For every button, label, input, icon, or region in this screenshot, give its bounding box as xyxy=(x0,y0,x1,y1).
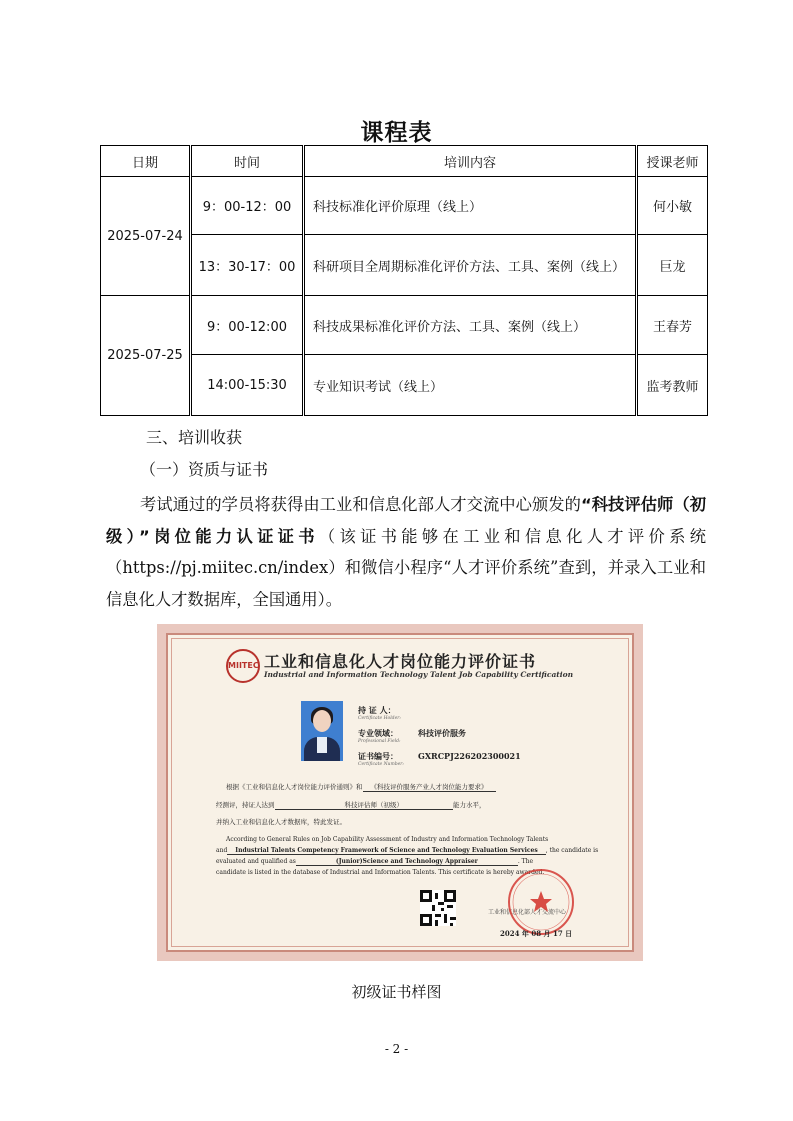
field-value: 科技评价服务 xyxy=(418,728,466,738)
cn-line-2c: 能力水平， xyxy=(453,801,486,809)
image-caption: 初级证书样图 xyxy=(351,983,442,1001)
en-line-1: According to General Rules on Job Capability Assessment of Industry and Information Technology Talents xyxy=(226,836,549,843)
time-cell: 9：00-12：00 xyxy=(191,177,304,235)
en-line-2b: Industrial Talents Competency Framework of Science and Technology Evaluation Services xyxy=(227,847,545,855)
content-cell: 科技成果标准化评价方法、工具、案例（线上） xyxy=(304,296,637,355)
certificate-paragraph xyxy=(106,489,706,615)
section-heading: 三、培训收获 xyxy=(146,428,243,447)
header-content: 培训内容 xyxy=(304,146,637,177)
certificate-title: 工业和信息化人才岗位能力评价证书 xyxy=(264,652,537,671)
en-line-2a: and xyxy=(216,847,228,854)
paragraph-rest: （该证书能够在工业和信息化人才评价系统（https://pj.miitec.cn/index）和微信小程序“人才评价系统”查到，并录入工业和信息化人才数据库，全国通用）。 xyxy=(106,526,706,609)
en-line-3a: evaluated and qualified as xyxy=(216,858,296,865)
cn-line-3: 并纳入工业和信息化人才数据库，特此发证。 xyxy=(216,818,346,826)
holder-sub: Certificate Holder: xyxy=(358,716,401,721)
issue-date: 2024 年 08 月 17 日 xyxy=(500,929,573,938)
date-cell: 2025-07-24 xyxy=(101,177,191,296)
teacher-cell: 王春芳 xyxy=(637,296,708,355)
en-line-3c: . The xyxy=(517,858,534,865)
header-date: 日期 xyxy=(101,146,191,177)
en-line-2c: , the candidate is xyxy=(545,847,599,854)
cn-line-2a: 经测评，持证人达到 xyxy=(216,801,275,809)
teacher-cell: 监考教师 xyxy=(637,355,708,416)
teacher-cell: 巨龙 xyxy=(637,235,708,296)
content-cell: 科技标准化评价原理（线上） xyxy=(304,177,637,235)
en-line-3 xyxy=(216,858,533,866)
teacher-cell: 何小敏 xyxy=(637,177,708,235)
subsection-heading: （一）资质与证书 xyxy=(140,460,269,479)
header-teacher: 授课老师 xyxy=(637,146,708,177)
content-cell: 科研项目全周期标准化评价方法、工具、案例（线上） xyxy=(304,235,637,296)
date-cell: 2025-07-25 xyxy=(101,296,191,416)
logo-icon: MIITEC xyxy=(226,649,260,683)
official-seal-icon xyxy=(506,867,576,937)
issuer-name: 工业和信息化部人才交流中心 xyxy=(488,909,567,916)
en-line-3b: (Junior)Science and Technology Appraiser xyxy=(296,858,518,866)
photo-face xyxy=(313,710,331,732)
paragraph-highlight: “科技评估师（初级）”岗位能力认证证书 xyxy=(106,495,706,546)
certificate-image xyxy=(157,624,643,961)
cn-line-1b: 《科技评价服务产业人才岗位能力要求》 xyxy=(363,782,496,792)
cn-line-2 xyxy=(216,800,486,810)
content-cell: 专业知识考试（线上） xyxy=(304,355,637,416)
table-row xyxy=(101,177,708,235)
cn-line-1a: 根据《工业和信息化人才岗位能力评价通则》和 xyxy=(226,783,363,791)
page-title: 课程表 xyxy=(360,120,433,146)
time-cell: 13：30-17：00 xyxy=(191,235,304,296)
number-label: 证书编号： xyxy=(358,751,398,761)
time-cell: 14:00-15:30 xyxy=(191,355,304,416)
photo-shirt xyxy=(317,737,327,753)
field-label: 专业领域： xyxy=(358,728,398,738)
page-number: - 2 - xyxy=(384,1042,409,1056)
holder-label: 持 证 人： xyxy=(358,705,396,715)
schedule-table xyxy=(100,145,708,416)
table-row xyxy=(101,355,708,416)
certificate-frame xyxy=(166,633,634,952)
cn-line-1 xyxy=(226,782,496,792)
en-line-2 xyxy=(216,847,598,855)
qr-code-icon xyxy=(420,890,456,926)
field-sub: Professional Field: xyxy=(358,739,401,744)
table-row xyxy=(101,296,708,355)
cn-line-2b: 科技评估师（初级） xyxy=(275,800,454,810)
table-header-row xyxy=(101,146,708,177)
time-cell: 9：00-12:00 xyxy=(191,296,304,355)
table-row xyxy=(101,235,708,296)
holder-photo xyxy=(301,701,343,761)
en-line-4: candidate is listed in the database of Industrial and Information Talents. This certificate is hereby awarded. xyxy=(216,869,545,876)
certificate-subtitle: Industrial and Information Technology Talent Job Capability Certification xyxy=(264,670,574,679)
paragraph-intro: 考试通过的学员将获得由工业和信息化部人才交流中心颁发的 xyxy=(140,495,581,514)
header-time: 时间 xyxy=(191,146,304,177)
number-sub: Certificate Number: xyxy=(358,762,404,767)
number-value: GXRCPJ226202300021 xyxy=(418,751,521,761)
